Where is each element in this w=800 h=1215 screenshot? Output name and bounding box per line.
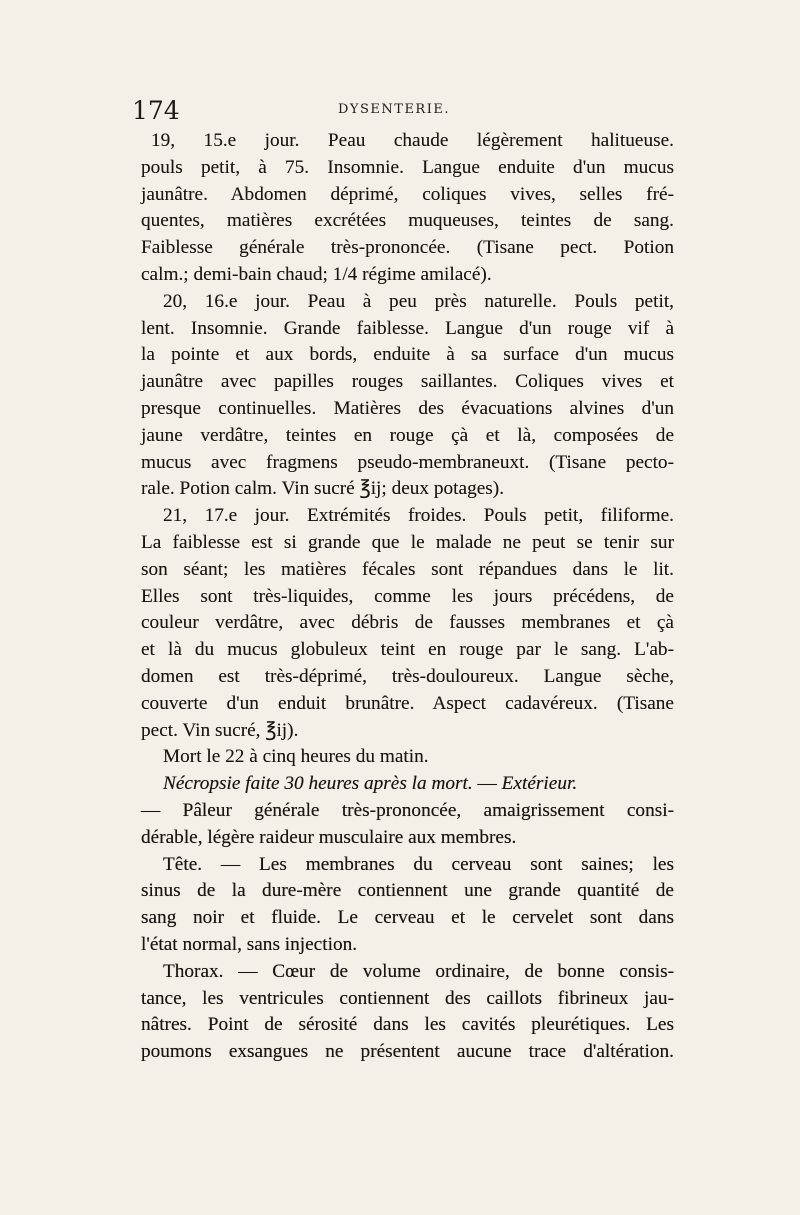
text-line: La faiblesse est si grande que le malade ne peut se tenir sur — [141, 531, 674, 553]
autopsy-text-line: Thorax. — Cœur de volume ordinaire, de bonne consis- — [163, 960, 674, 982]
text-line: son séant; les matières fécales sont répandues dans le lit. — [141, 558, 674, 580]
autopsy-text-line: dérable, légère raideur musculaire aux membres. — [141, 826, 517, 848]
text-line: 21, 17.e jour. Extrémités froides. Pouls petit, filiforme. — [163, 505, 674, 527]
text-line: jaune verdâtre, teintes en rouge çà et là, composées de — [141, 424, 674, 446]
text-line: calm.; demi-bain chaud; 1/4 régime amilacé). — [141, 263, 492, 285]
text-line: rale. Potion calm. Vin sucré ℥ij; deux potages). — [141, 478, 505, 500]
autopsy-text-line: sinus de la dure-mère contiennent une grande quantité de — [141, 880, 674, 902]
page-number: 174 — [132, 96, 180, 125]
autopsy-text-line: l'état normal, sans injection. — [141, 933, 358, 955]
autopsy-section — [141, 771, 674, 1066]
text-line: 20, 16.e jour. Peau à peu près naturelle. Pouls petit, — [163, 290, 674, 312]
text-line: couverte d'un enduit brunâtre. Aspect cadavéreux. (Tisane — [141, 692, 674, 714]
autopsy-title-line — [141, 771, 674, 798]
text-line: domen est très-déprimé, très-douloureux. Langue sèche, — [141, 665, 674, 687]
autopsy-text-line: — Pâleur générale très-prononcée, amaigrissement consi- — [141, 799, 674, 821]
autopsy-separator: — — [477, 773, 497, 795]
text-line: la pointe et aux bords, enduite à sa surface d'un mucus — [141, 344, 674, 366]
text-line: 19, 15.e jour. Peau chaude légèrement halitueuse. — [151, 130, 674, 151]
autopsy-text-line: poumons exsangues ne présentent aucune trace d'altération. — [141, 1041, 674, 1063]
text-line: quentes, matières excrétées muqueuses, teintes de sang. — [141, 210, 674, 232]
body-text — [141, 128, 674, 1066]
text-line: Mort le 22 à cinq heures du matin. — [163, 746, 429, 768]
page-header — [132, 96, 674, 126]
text-line: pect. Vin sucré, ℥ij). — [141, 719, 299, 741]
text-line: Faiblesse générale très-prononcée. (Tisane pect. Potion — [141, 237, 674, 259]
autopsy-text-line: nâtres. Point de sérosité dans les cavités pleurétiques. Les — [141, 1014, 674, 1036]
text-line: Elles sont très-liquides, comme les jours précédens, de — [141, 585, 674, 607]
running-title: DYSENTERIE. — [338, 102, 450, 117]
text-line: pouls petit, à 75. Insomnie. Langue enduite d'un mucus — [141, 156, 674, 178]
text-line: mucus avec fragmens pseudo-membraneuxt. (Tisane pecto- — [141, 451, 674, 473]
text-line: jaunâtre avec papilles rouges saillantes. Coliques vives et — [141, 371, 674, 393]
exterior-label: Extérieur. — [501, 773, 578, 795]
text-line: presque continuelles. Matières des évacuations alvines d'un — [141, 397, 674, 419]
autopsy-title: Nécropsie faite 30 heures après la mort. — [163, 773, 473, 795]
autopsy-text-line: sang noir et fluide. Le cerveau et le cervelet sont dans — [141, 907, 674, 929]
autopsy-text-line: tance, les ventricules contiennent des caillots fibrineux jau- — [141, 987, 674, 1009]
text-line: lent. Insomnie. Grande faiblesse. Langue d'un rouge vif à — [141, 317, 674, 339]
text-line: couleur verdâtre, avec débris de fausses membranes et çà — [141, 612, 674, 634]
autopsy-text-line: Tête. — Les membranes du cerveau sont saines; les — [163, 853, 674, 875]
text-line: jaunâtre. Abdomen déprimé, coliques vives, selles fré- — [141, 183, 674, 205]
text-line: et là du mucus globuleux teint en rouge par le sang. L'ab- — [141, 639, 674, 661]
